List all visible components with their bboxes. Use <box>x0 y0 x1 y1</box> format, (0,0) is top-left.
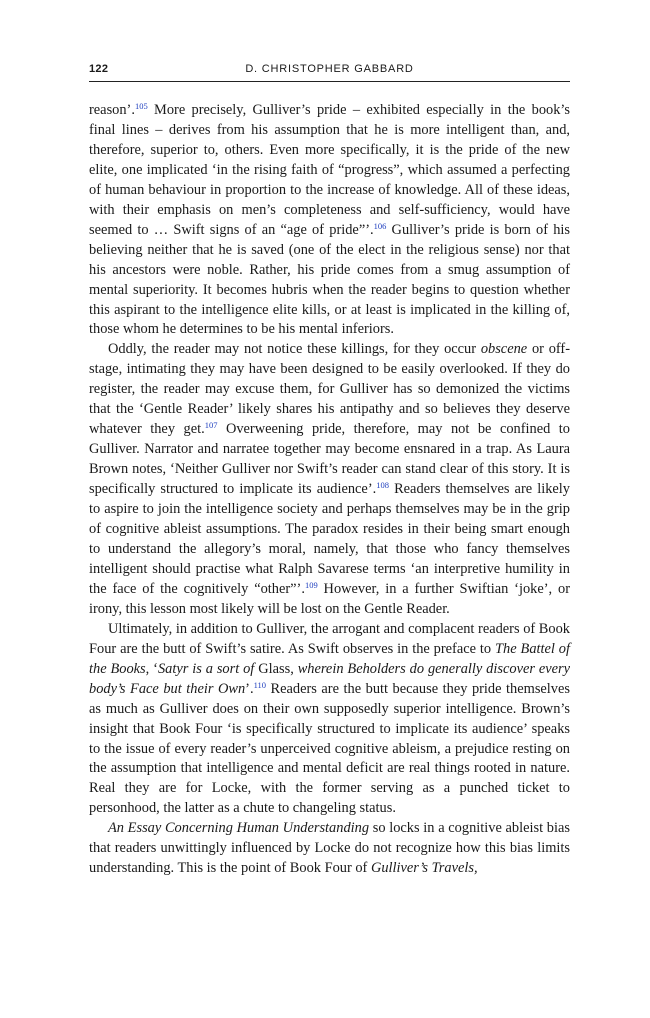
footnote-reference[interactable]: 107 <box>204 420 218 431</box>
page-header <box>89 61 570 82</box>
text-run: Oddly, the reader may not notice these killings, for they occur <box>108 341 481 358</box>
text-run: Ultimately, in addition to Gulliver, the arrogant and complacent readers of Book Four are the butt of Swift’s satire. As Swift observes in the preface to <box>89 620 570 657</box>
italic-text: The Battel of the Books <box>89 640 570 677</box>
italic-text: Gulliver’s Travels, <box>370 860 478 877</box>
footnote-reference[interactable]: 109 <box>304 579 318 590</box>
italic-text: obscene <box>480 341 528 358</box>
paragraph <box>89 819 570 879</box>
text-run: Readers themselves are likely to aspire to join the intelligence society and perhaps themselves may be in the grip of cognitive ableist assumptions. The paradox resides in their being smart enough to understand the allegory’s moral, namely, that those who fancy themselves intelligent should practise what Ralph Savarese terms ‘an interpretive humility in the face of the cognitively “other”’. <box>89 481 570 597</box>
text-run: Readers are the butt because they pride themselves as much as Gulliver does on their own supposedly superior intelligence. Brown’s insight that Book Four ‘is specifically structured to implicate its audience’ speaks to the issue of every reader’s unperceived cognitive ableism, a prejudice resting on the assumption that intelligence and mental deficit are real things rooted in nature. Real they are for Locke, with the former serving as a punched ticket to personhood, the latter as a chute to changeling status. <box>89 680 570 817</box>
paragraph <box>89 340 570 619</box>
italic-text: An Essay Concerning Human Understanding <box>108 820 370 837</box>
italic-text: wherein Beholders do generally discover every body’s Face but their Own <box>89 660 570 697</box>
text-run: However, in a further Swiftian ‘joke’, or irony, this lesson most likely will be lost on the Gentle Reader. <box>89 580 570 617</box>
footnote-reference[interactable]: 108 <box>376 480 389 491</box>
text-run: More precisely, Gulliver’s pride – exhibited especially in the book’s final lines – derives from his assumption that he is more intelligent than, and, therefore, superior to, others. Even more specifically, it is the pride of the new elite, one implicated ‘in the rising faith of “progress”, which assumed a perfecting of human behaviour in proportion to the increase of knowledge. All of these ideas, with their emphasis on men’s completeness and self-sufficiency, would have seemed to … Swift signs of an “age of pride”’. <box>89 102 570 238</box>
text-run: ’. <box>245 680 254 697</box>
paragraph <box>89 620 570 820</box>
text-run: so locks in a cognitive ableist bias that readers unwittingly influenced by Locke do not recognize how this bias limits understanding. This is the point of Book Four of <box>89 820 570 877</box>
footnote-reference[interactable]: 106 <box>373 220 387 231</box>
paragraph <box>89 101 570 340</box>
text-run: reason’. <box>89 102 135 118</box>
text-run: or off-stage, intimating they may have been designed to be easily overlooked. If they do register, the reader may excuse them, for Gulliver has so demonized the victims that the ‘Gentle Reader’ likely shares his antipathy and so believes they deserve whatever they get. <box>89 341 571 438</box>
footnote-reference[interactable]: 105 <box>134 101 148 111</box>
running-head: D. CHRISTOPHER GABBARD <box>245 63 414 75</box>
footnote-reference[interactable]: 110 <box>253 679 266 690</box>
text-run: , ‘ <box>145 660 158 677</box>
text-run: Gulliver’s pride is born of his believing neither that he is saved (one of the elect in the religious sense) nor that his ancestors were noble. Rather, his pride comes from a smug assumption of mental superiority. It becomes hubris when the reader begins to question whether this aspirant to the intelligence elite kills, or at least is implicated in the killing of, those whom he determines to be his mental inferiors. <box>89 221 570 338</box>
text-run: Glass, <box>254 660 298 677</box>
page-number: 122 <box>89 63 109 75</box>
body-text <box>89 101 570 879</box>
text-run: Overweening pride, therefore, may not be confined to Gulliver. Narrator and narratee together may become ensnared in a trap. As Laura Brown notes, ‘Neither Gulliver nor Swift’s reader can stand clear of this story. It is specifically structured to implicate its audience’. <box>89 421 570 498</box>
italic-text: Satyr is a sort of <box>157 660 255 677</box>
